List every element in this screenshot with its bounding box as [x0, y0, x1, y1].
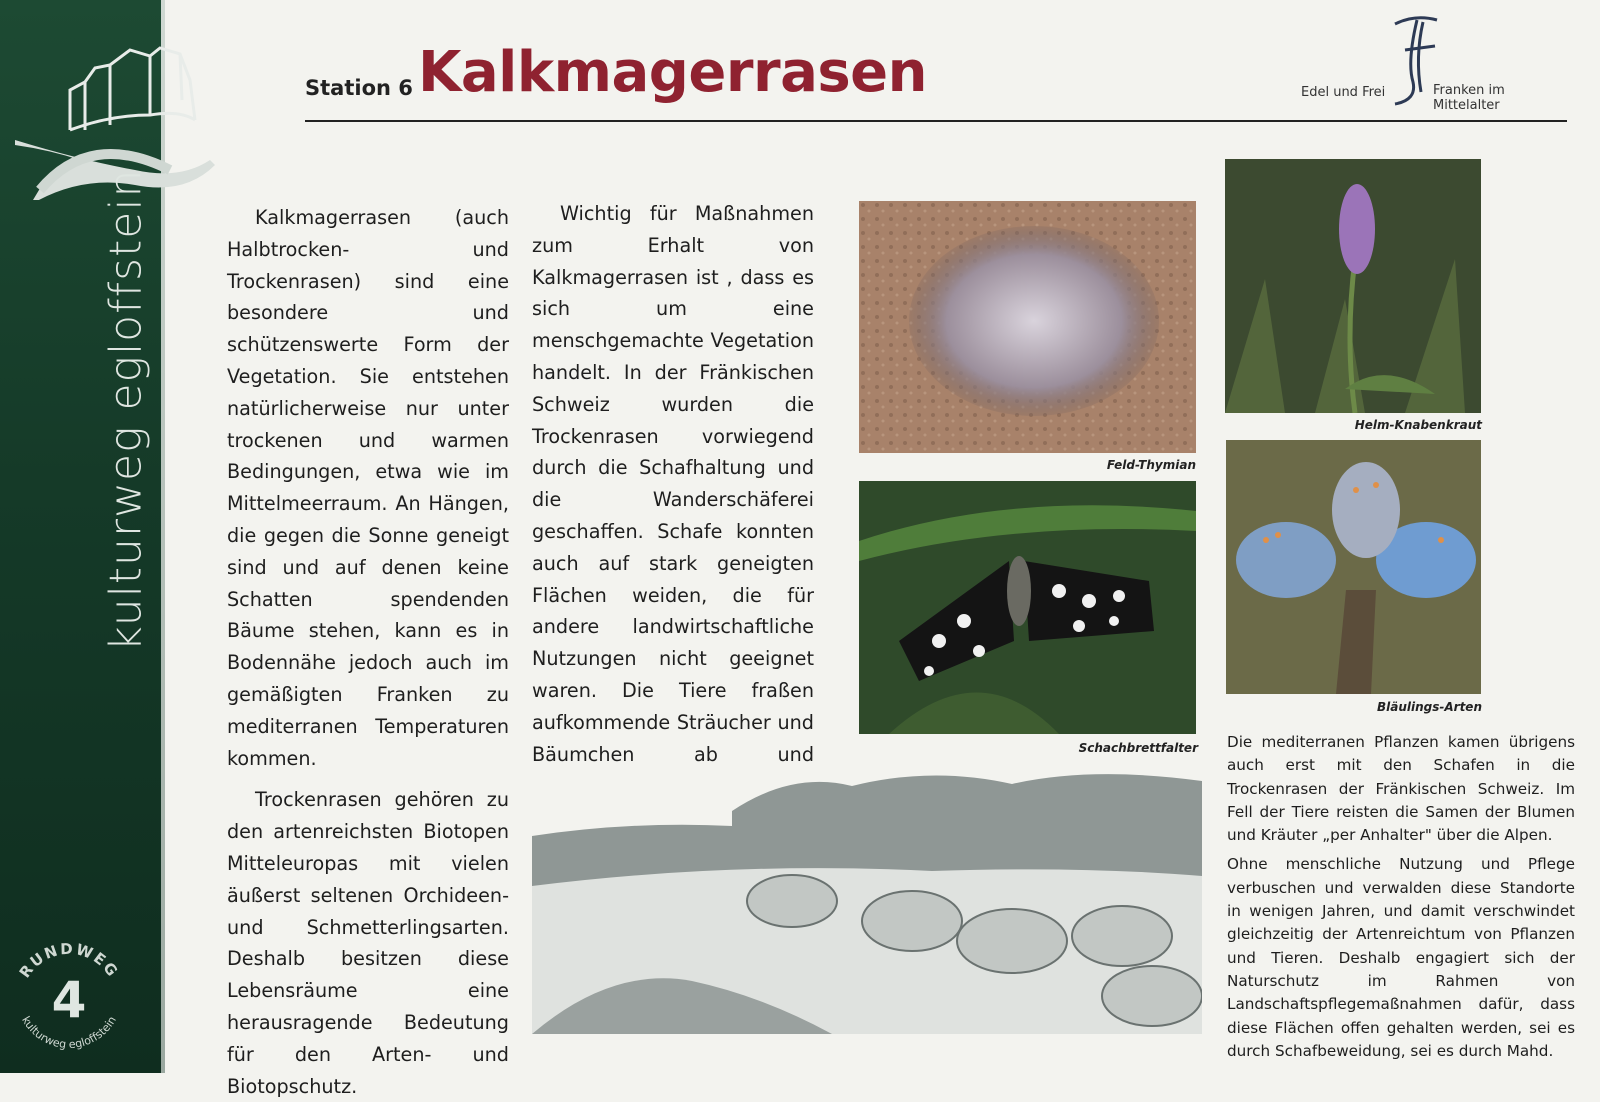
header-divider: [305, 120, 1567, 122]
text-column-3: [1227, 731, 1575, 1063]
photo-helm-knabenkraut: [1225, 159, 1481, 413]
brand-text-left: Edel und Frei: [1301, 85, 1386, 100]
text-column-1: [227, 202, 509, 1102]
caption-schachbrettfalter: Schachbrettfalter: [1078, 741, 1198, 755]
paragraph: Trockenrasen gehören zu den artenreichsten Biotopen Mitteleuropas mit vielen äußerst seltenen Orchideen- und Schmetterlingsarten. Deshalb besitzen diese Lebensräume eine herausragende Bedeutung für den Arten- und Biotopschutz.: [227, 788, 509, 1098]
badge-number: 4: [51, 971, 87, 1029]
caption-feld-thymian: Feld-Thymian: [1106, 458, 1196, 472]
photo-blaeulings-arten: [1226, 440, 1481, 694]
header: [305, 40, 1570, 124]
trail-name-vertical: kulturweg egloffstein: [100, 168, 152, 652]
page-title: Kalkmagerrasen: [418, 40, 928, 105]
badge-top-text: RUNDWEG: [15, 939, 123, 982]
paragraph: Kalkmagerrasen (auch Halbtrocken- und Trockenrasen) sind eine besondere und schützenswerte Form der Vegetation. Sie entstehen natürlicherweise nur unter trockenen und warmen Bedingungen, etwa wie im Mittelmeerraum. An Hängen, die gegen die Sonne geneigt sind und auf denen keine Schatten spendenden Bäume stehen, kann es in Bodennähe jedoch auch im gemäßigten Franken zu mediterranen Temperaturen kommen.: [227, 206, 509, 770]
rundweg-badge: [8, 935, 130, 1057]
station-label: Station 6: [305, 76, 413, 100]
paragraph: Ohne menschliche Nutzung und Pflege verbuschen und verwalden diese Standorte in wenigen Jahren, und damit verschwindet gleichzeitig der Artenreichtum von Pflanzen und Tieren. Deshalb engagiert sich der Naturschutz im Rahmen von Landschaftspflegemaßnahmen dafür, dass diese Flächen offen gehalten werden, sei es durch Schafbeweidung, sei es durch Mahd.: [1227, 855, 1575, 1060]
paragraph: Die mediterranen Pflanzen kamen übrigens auch erst mit den Schafen in die Trockenrasen der Fränkischen Schweiz. Im Fell der Tiere reisten die Samen der Blumen und Kräuter „per Anhalter" über die Alpen.: [1227, 733, 1575, 845]
caption-blaeulings-arten: Bläulings-Arten: [1376, 700, 1482, 714]
illustration-sheep-pasture: [532, 766, 1202, 1034]
photo-schachbrettfalter: [859, 481, 1196, 734]
paragraph: Wichtig für Maßnahmen zum Erhalt von Kalkmagerrasen ist , dass es sich um eine menschgemachte Vegetation handelt. In der Fränkischen Schweiz wurden die Trockenrasen vorwiegend durch die Schafhaltung und die Wanderschäferei geschaffen. Schafe konnten auch auf stark geneigten Flächen weiden, die für andere landwirtschaftliche Nutzungen nicht geeignet waren. Die Tiere fraßen aufkommende Sträucher und Bäumchen ab und: [532, 202, 814, 766]
brand-text-right: Franken im Mittelalter: [1433, 83, 1505, 113]
badge-bottom-text: kulturweg egloffstein: [19, 1014, 119, 1052]
caption-helm-knabenkraut: Helm-Knabenkraut: [1354, 418, 1482, 432]
photo-feld-thymian: [859, 201, 1196, 453]
